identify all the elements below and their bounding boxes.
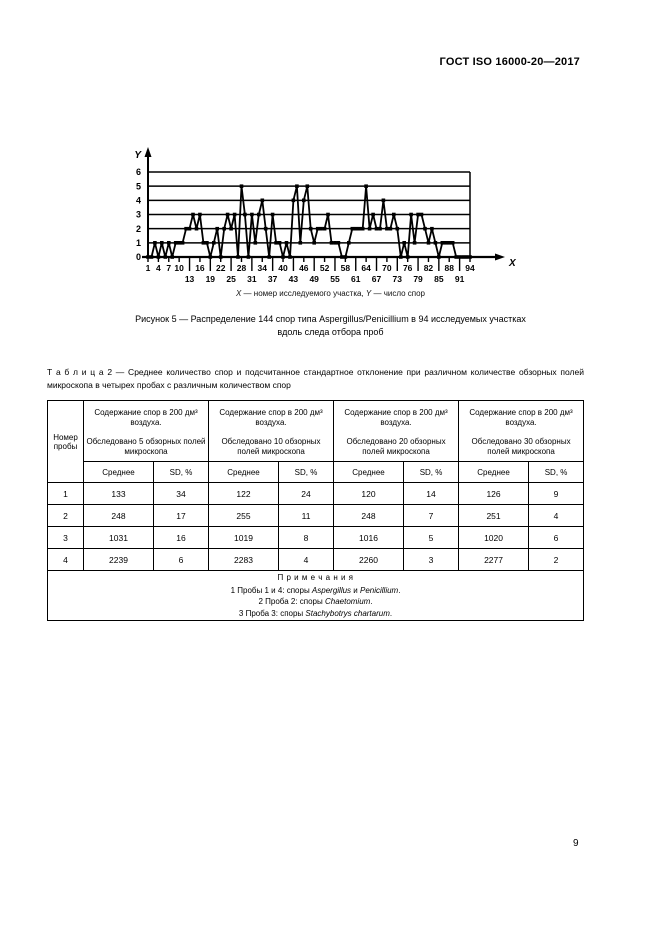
- cell-value: 248: [84, 505, 154, 527]
- data-point-marker: [354, 227, 358, 231]
- data-point-marker: [430, 227, 434, 231]
- cell-value: 2277: [459, 549, 529, 571]
- cell-value: 2260: [334, 549, 404, 571]
- data-point-marker: [461, 255, 465, 259]
- cell-value: 11: [279, 505, 334, 527]
- cell-value: 24: [279, 483, 334, 505]
- x-tick-label: 46: [299, 263, 309, 273]
- x-tick-label: 31: [247, 274, 257, 284]
- data-point-marker: [330, 241, 334, 245]
- x-tick-label: 73: [392, 274, 403, 284]
- x-tick-label: 16: [195, 263, 205, 273]
- data-point-marker: [170, 255, 174, 259]
- data-point-marker: [385, 227, 389, 231]
- data-point-marker: [271, 213, 275, 217]
- col1-header: Номер пробы: [48, 401, 84, 483]
- cell-value: 1020: [459, 527, 529, 549]
- group-fields-text: Обследовано 30 обзорных полей микроскопа: [471, 436, 571, 456]
- data-point-marker: [344, 255, 348, 259]
- text-segment: .: [389, 608, 393, 618]
- data-point-marker: [368, 227, 372, 231]
- data-point-marker: [333, 241, 337, 245]
- data-point-marker: [399, 255, 403, 259]
- x-tick-label: 7: [166, 263, 172, 273]
- data-point-marker: [205, 241, 209, 245]
- group-fields-text: Обследовано 20 обзорных полей микроскопа: [346, 436, 446, 456]
- header-row-sub: [48, 462, 584, 483]
- data-point-marker: [375, 227, 379, 231]
- data-point-marker: [444, 241, 448, 245]
- cell-value: 2239: [84, 549, 154, 571]
- subheader-mean: Среднее: [459, 462, 529, 483]
- data-point-marker: [240, 184, 244, 188]
- subheader-sd: SD, %: [404, 462, 459, 483]
- subheader-sd: SD, %: [154, 462, 209, 483]
- cell-value: 3: [404, 549, 459, 571]
- figure5-chart: [125, 142, 535, 292]
- data-point-marker: [292, 199, 296, 203]
- data-point-marker: [413, 241, 417, 245]
- text-segment: .: [370, 597, 373, 606]
- table-title: Т а б л и ц а 2 — Среднее количество спор и подсчитанное стандартное отклонение при различном количестве обзорных полей микроскопа в четырех пробах с различным количеством спор: [47, 367, 584, 390]
- subheader-mean: Среднее: [209, 462, 279, 483]
- data-point-marker: [437, 255, 441, 259]
- text-segment: — номер исследуемого участка,: [241, 289, 366, 298]
- species-name: X: [235, 289, 242, 298]
- data-point-marker: [416, 213, 420, 217]
- x-tick-label: 55: [330, 274, 340, 284]
- page-number: 9: [573, 838, 579, 849]
- data-point-marker: [191, 213, 195, 217]
- group-air-text: Содержание спор в 200 дм³ воздуха.: [344, 407, 448, 427]
- data-point-marker: [247, 255, 251, 259]
- group-header-1: [84, 401, 209, 462]
- x-tick-label: 19: [205, 274, 216, 284]
- x-tick-label: 82: [423, 263, 434, 273]
- data-point-marker: [164, 255, 168, 259]
- data-point-marker: [306, 184, 310, 188]
- data-point-marker: [409, 213, 413, 217]
- x-tick-label: 64: [361, 263, 371, 273]
- cell-sample-number: 4: [48, 549, 84, 571]
- table2-wrap: [47, 400, 584, 621]
- text-segment: .: [398, 585, 401, 595]
- data-point-marker: [146, 255, 150, 259]
- data-point-marker: [212, 241, 216, 245]
- data-point-marker: [243, 213, 247, 217]
- x-tick-label: 79: [413, 274, 423, 284]
- figure-caption: [0, 313, 661, 339]
- table2: [47, 400, 584, 621]
- y-axis-label: Y: [134, 150, 141, 161]
- data-point-marker: [188, 227, 192, 231]
- table-row: [48, 549, 584, 571]
- data-point-marker: [288, 255, 292, 259]
- cell-value: 255: [209, 505, 279, 527]
- axis-note: [0, 289, 661, 298]
- species-name: Stachybotrys chartarum: [305, 608, 390, 618]
- text-segment: 3 Проба 3: споры: [238, 608, 306, 618]
- data-point-marker: [278, 241, 282, 245]
- data-point-marker: [340, 255, 344, 259]
- y-tick-label: 4: [135, 195, 141, 206]
- data-point-marker: [274, 241, 278, 245]
- data-polyline: [148, 186, 470, 257]
- data-point-marker: [458, 255, 462, 259]
- data-point-marker: [261, 199, 265, 203]
- data-point-marker: [402, 241, 406, 245]
- x-tick-label: 52: [319, 263, 330, 273]
- data-point-marker: [209, 255, 213, 259]
- subheader-mean: Среднее: [334, 462, 404, 483]
- data-point-marker: [347, 241, 351, 245]
- x-tick-label: 13: [184, 274, 195, 284]
- subheader-sd: SD, %: [279, 462, 334, 483]
- x-axis-label: X: [509, 258, 516, 269]
- data-point-marker: [267, 255, 271, 259]
- y-tick-label: 2: [135, 223, 141, 234]
- cell-value: 34: [154, 483, 209, 505]
- data-point-marker: [427, 241, 431, 245]
- y-tick-label: 1: [135, 238, 141, 249]
- cell-value: 14: [404, 483, 459, 505]
- data-point-marker: [184, 227, 188, 231]
- data-point-marker: [392, 213, 396, 217]
- group-fields-text: Обследовано 10 обзорных полей микроскопа: [221, 436, 321, 456]
- species-name: Chaetomium: [324, 597, 371, 606]
- x-tick-label: 58: [340, 263, 351, 273]
- cell-value: 1016: [334, 527, 404, 549]
- data-point-marker: [447, 241, 451, 245]
- x-tick-label: 1: [145, 263, 151, 273]
- x-tick-label: 94: [465, 263, 475, 273]
- x-tick-label: 37: [267, 274, 278, 284]
- data-point-marker: [371, 213, 375, 217]
- data-point-marker: [351, 227, 355, 231]
- text-segment: и: [351, 585, 360, 595]
- data-point-marker: [167, 241, 171, 245]
- cell-value: 5: [404, 527, 459, 549]
- data-point-marker: [451, 241, 455, 245]
- data-point-marker: [312, 241, 316, 245]
- cell-value: 251: [459, 505, 529, 527]
- x-tick-label: 67: [371, 274, 382, 284]
- data-point-marker: [174, 241, 178, 245]
- cell-value: 7: [404, 505, 459, 527]
- cell-value: 248: [334, 505, 404, 527]
- table-row: [48, 527, 584, 549]
- species-name: Penicillium: [359, 585, 399, 595]
- data-point-marker: [264, 227, 268, 231]
- group-header-2: [209, 401, 334, 462]
- cell-value: 126: [459, 483, 529, 505]
- data-point-marker: [150, 255, 154, 259]
- data-point-marker: [299, 241, 303, 245]
- group-fields-text: Обследовано 5 обзорных полей микроскопа: [86, 436, 206, 456]
- text-segment: 1 Пробы 1 и 4: споры: [230, 585, 312, 595]
- data-point-marker: [281, 255, 285, 259]
- notes-cell: [48, 571, 584, 621]
- data-point-marker: [326, 213, 330, 217]
- data-point-marker: [222, 227, 226, 231]
- data-point-marker: [389, 227, 393, 231]
- data-point-marker: [215, 227, 219, 231]
- cell-value: 1031: [84, 527, 154, 549]
- data-point-marker: [323, 227, 327, 231]
- y-tick-label: 6: [135, 167, 141, 178]
- subheader-mean: Среднее: [84, 462, 154, 483]
- data-point-marker: [285, 241, 289, 245]
- data-point-marker: [233, 213, 237, 217]
- y-tick-label: 3: [135, 209, 141, 220]
- figure-caption-line1: Рисунок 5 — Распределение 144 спор типа Aspergillus/Penicillium в 94 исследуемых участках: [135, 314, 526, 324]
- data-point-marker: [181, 241, 185, 245]
- data-point-marker: [434, 241, 438, 245]
- note-line: [50, 608, 581, 620]
- data-point-marker: [254, 241, 258, 245]
- cell-value: 6: [154, 549, 209, 571]
- group-header-3: [334, 401, 459, 462]
- text-segment: 2 Проба 2: споры: [258, 597, 325, 606]
- group-air-text: Содержание спор в 200 дм³ воздуха.: [469, 407, 573, 427]
- data-point-marker: [202, 241, 206, 245]
- cell-value: 133: [84, 483, 154, 505]
- cell-value: 4: [279, 549, 334, 571]
- y-tick-label: 0: [135, 252, 141, 263]
- x-tick-label: 34: [257, 263, 267, 273]
- cell-value: 122: [209, 483, 279, 505]
- note-line: [50, 596, 581, 608]
- cell-value: 120: [334, 483, 404, 505]
- x-tick-label: 28: [236, 263, 247, 273]
- species-name: Y: [365, 289, 372, 298]
- data-point-marker: [319, 227, 323, 231]
- group-air-text: Содержание спор в 200 дм³ воздуха.: [219, 407, 323, 427]
- text-segment: — число спор: [371, 289, 426, 298]
- data-point-marker: [157, 255, 161, 259]
- data-point-marker: [195, 227, 199, 231]
- x-axis-arrow: [495, 254, 505, 261]
- header-row-groups: [48, 401, 584, 462]
- data-point-marker: [378, 227, 382, 231]
- data-point-marker: [364, 184, 368, 188]
- data-point-marker: [441, 241, 445, 245]
- x-tick-label: 10: [174, 263, 184, 273]
- x-tick-label: 91: [454, 274, 465, 284]
- data-point-marker: [396, 227, 400, 231]
- x-tick-label: 22: [215, 263, 226, 273]
- data-point-marker: [302, 199, 306, 203]
- data-point-marker: [454, 255, 458, 259]
- x-tick-label: 70: [382, 263, 392, 273]
- data-point-marker: [420, 213, 424, 217]
- x-tick-label: 43: [288, 274, 299, 284]
- x-tick-label: 25: [226, 274, 236, 284]
- x-tick-label: 61: [351, 274, 361, 284]
- cell-sample-number: 3: [48, 527, 84, 549]
- subheader-sd: SD, %: [529, 462, 584, 483]
- cell-value: 17: [154, 505, 209, 527]
- data-point-marker: [357, 227, 361, 231]
- data-point-marker: [177, 241, 181, 245]
- data-point-marker: [316, 227, 320, 231]
- y-tick-label: 5: [135, 181, 141, 192]
- data-point-marker: [160, 241, 164, 245]
- notes-row: [48, 571, 584, 621]
- data-point-marker: [382, 199, 386, 203]
- data-point-marker: [257, 213, 261, 217]
- notes-title: П р и м е ч а н и я: [277, 573, 354, 582]
- table-row: [48, 505, 584, 527]
- table-row: [48, 483, 584, 505]
- cell-value: 9: [529, 483, 584, 505]
- cell-value: 8: [279, 527, 334, 549]
- data-point-marker: [406, 255, 410, 259]
- x-tick-label: 40: [278, 263, 288, 273]
- data-point-marker: [465, 255, 469, 259]
- data-point-marker: [229, 227, 233, 231]
- data-point-marker: [250, 213, 254, 217]
- data-point-marker: [236, 255, 240, 259]
- cell-value: 4: [529, 505, 584, 527]
- data-point-marker: [219, 255, 223, 259]
- cell-value: 2: [529, 549, 584, 571]
- species-name: Aspergillus: [311, 585, 352, 595]
- cell-sample-number: 1: [48, 483, 84, 505]
- figure-caption-line2: вдоль следа отбора проб: [277, 327, 384, 337]
- data-point-marker: [468, 255, 472, 259]
- data-point-marker: [153, 241, 157, 245]
- cell-value: 6: [529, 527, 584, 549]
- data-point-marker: [423, 227, 427, 231]
- x-tick-label: 88: [444, 263, 454, 273]
- group-header-4: [459, 401, 584, 462]
- data-point-marker: [295, 184, 299, 188]
- x-tick-label: 76: [402, 263, 413, 273]
- x-tick-label: 4: [156, 263, 161, 273]
- data-point-marker: [226, 213, 230, 217]
- cell-value: 1019: [209, 527, 279, 549]
- cell-sample-number: 2: [48, 505, 84, 527]
- spore-distribution-chart: [125, 142, 535, 292]
- data-point-marker: [337, 241, 341, 245]
- doc-header: ГОСТ ISO 16000-20—2017: [439, 56, 580, 68]
- cell-value: 2283: [209, 549, 279, 571]
- data-point-marker: [198, 213, 202, 217]
- x-tick-label: 85: [434, 274, 444, 284]
- data-point-marker: [309, 227, 313, 231]
- note-line: [50, 585, 581, 597]
- y-axis-arrow: [145, 147, 152, 157]
- cell-value: 16: [154, 527, 209, 549]
- x-tick-label: 49: [309, 274, 319, 284]
- data-point-marker: [361, 227, 365, 231]
- group-air-text: Содержание спор в 200 дм³ воздуха.: [94, 407, 198, 427]
